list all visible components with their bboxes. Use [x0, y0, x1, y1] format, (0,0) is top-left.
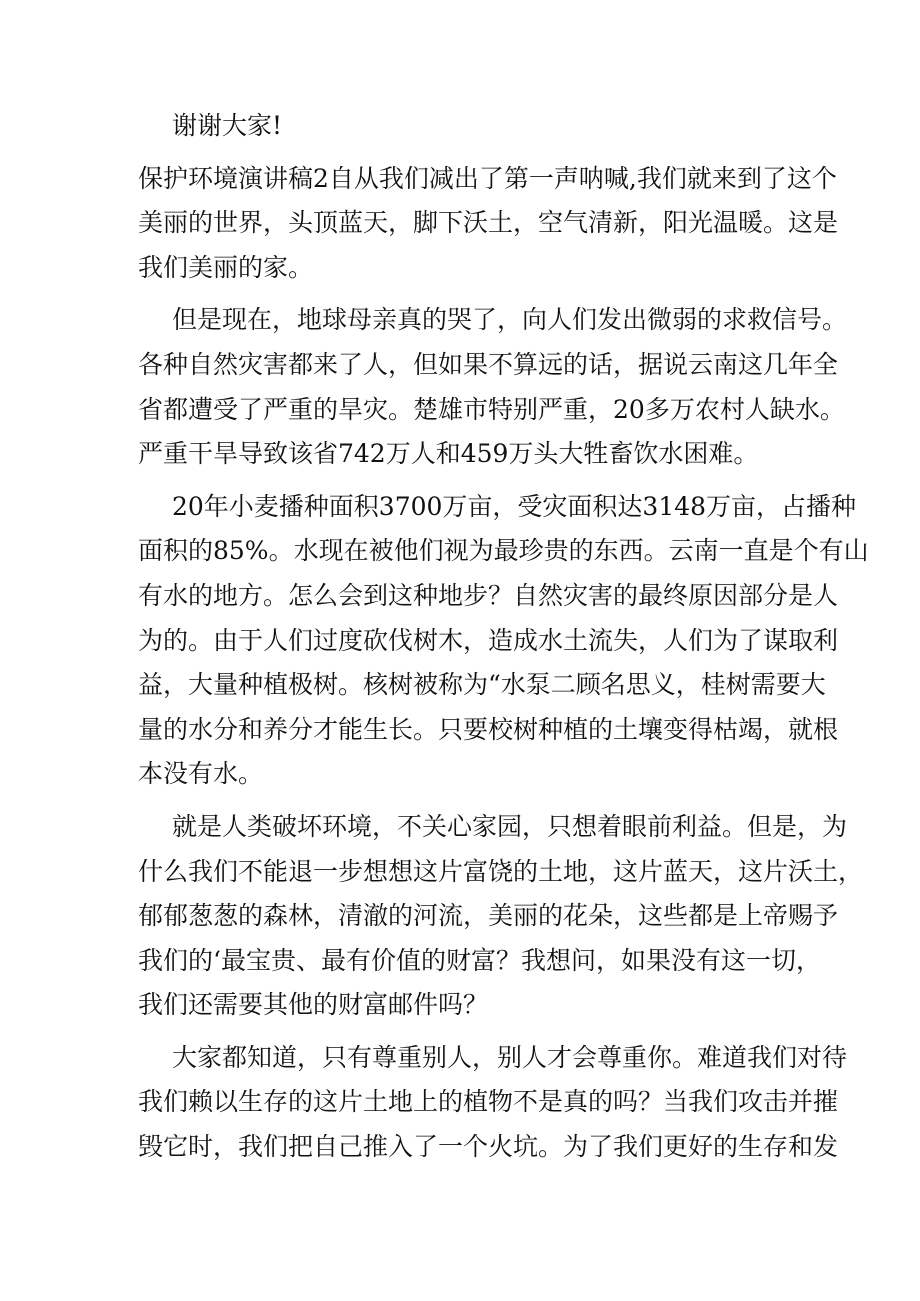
- text-line: 大家都知道，只有尊重别人，别人才会尊重你。难道我们对待: [172, 1042, 848, 1072]
- text-line: 我们还需要其他的财富邮件吗？: [138, 990, 489, 1020]
- text-line: 20年小麦播种面积3700万亩，受灾面积达3148万亩，占播种: [172, 491, 857, 521]
- text-line: 我们赖以生存的这片土地上的植物不是真的吗？当我们攻击并摧: [138, 1087, 839, 1117]
- text-line: 本没有水。: [138, 759, 264, 789]
- text-line: 毁它时，我们把自己推入了一个火坑。为了我们更好的生存和发: [138, 1132, 839, 1162]
- text-line: 各种自然灾害都来了人，但如果不算远的话，据说云南这几年全: [138, 349, 839, 379]
- paragraph-wheat: [138, 485, 869, 797]
- text-line: 益，大量种植极树。核树被称为“水泵二顾名思义，桂树需要大: [138, 670, 826, 700]
- text-line: 但是现在，地球母亲真的哭了，向人们发出微弱的求救信号。: [172, 305, 848, 335]
- paragraph-gap: [138, 149, 788, 157]
- text-line: 严重干旱导致该省742万人和459万头大牲畜饮水困难。: [138, 439, 759, 469]
- paragraph-gap: [138, 1028, 788, 1036]
- text-line: 就是人类破坏环境，不关心家园，只想着眼前利益。但是，为: [172, 811, 848, 841]
- text-line: 量的水分和养分才能生长。只要校树种植的土壤变得枯竭，就根: [138, 714, 839, 744]
- text-line: 美丽的世界，头顶蓝天，脚下沃土，空气清新，阳光温暖。这是: [138, 208, 839, 238]
- text-line: 谢谢大家!: [172, 111, 283, 140]
- text-line: 省都遭受了严重的旱灾。楚雄市特别严重，20多万农村人缺水。: [138, 394, 845, 424]
- text-line: 为的。由于人们过度砍伐树木，造成水土流失，人们为了谋取利: [138, 625, 839, 655]
- paragraph-drought: [138, 298, 848, 476]
- text-line: 我们美丽的家。: [138, 252, 314, 282]
- paragraph-gap: [138, 797, 788, 805]
- paragraph-thanks: [138, 104, 788, 149]
- paragraph-gap: [138, 477, 788, 485]
- paragraph-respect: [138, 1036, 848, 1170]
- text-line: 有水的地方。怎么会到这种地步？自然灾害的最终原因部分是人: [138, 580, 839, 610]
- text-line: 郁郁葱葱的森林，清澈的河流，美丽的花朵，这些都是上帝赐予: [138, 901, 839, 931]
- text-line: 我们的‘最宝贵、最有价值的财富？我想问，如果没有这一切，: [138, 945, 821, 975]
- text-line: 保护环境演讲稿2自从我们减出了第一声呐喊,我们就来到了这个: [138, 163, 837, 193]
- text-line: 面积的85%。水现在被他们视为最珍贵的东西。云南一直是个有山: [138, 536, 869, 566]
- document-body: [138, 104, 869, 1170]
- paragraph-destruction: [138, 805, 864, 1028]
- text-line: 什么我们不能退一步想想这片富饶的土地，这片蓝天，这片沃土，: [138, 856, 864, 886]
- paragraph-intro: [138, 157, 839, 291]
- paragraph-gap: [138, 290, 788, 298]
